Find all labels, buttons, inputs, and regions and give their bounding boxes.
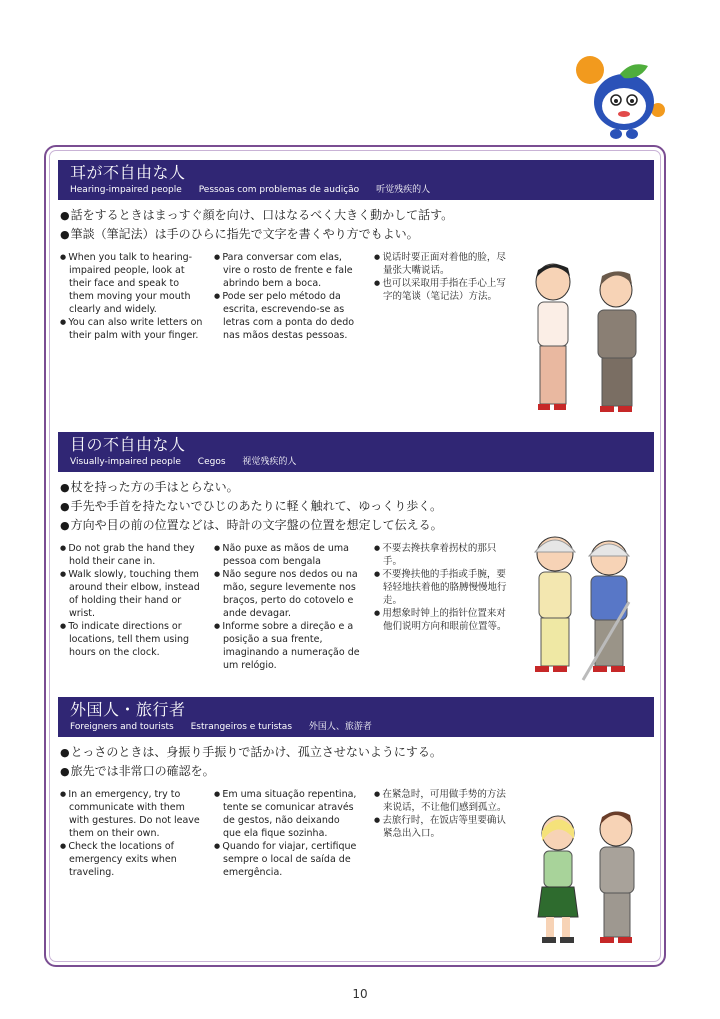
section-header-bar [58,160,654,200]
section-title: 外国人・旅行者 [70,700,186,719]
jp-point: ● 手先や手首を持たないでひじのあたりに軽く触れて、ゆっくり歩く。 [60,497,654,516]
section-header-bar [58,697,654,737]
illustration-visual-icon [513,532,653,682]
portuguese-column [214,542,360,672]
jp-point: ● 方向や目の前の位置などは、時計の文字盤の位置を想定して伝える。 [60,516,654,535]
section-title: 耳が不自由な人 [70,163,186,182]
portuguese-point: ● Para conversar com elas, vire o rosto de frente e fale abrindo bem a boca. [214,251,360,290]
chinese-point: ● 不要搀扶他的手指或手腕，要轻轻地扶着他的胳膊慢慢地行走。 [374,568,512,607]
jp-point: ● 筆談（筆記法）は手のひらに指先で文字を書くやり方でもよい。 [60,225,654,244]
portuguese-point: ● Não segure nos dedos ou na mão, segure levemente nos braços, perto do cotovelo e ande devagar. [214,568,360,620]
chinese-point: ● 也可以采取用手指在手心上写字的笔谈（笔记法）方法。 [374,277,512,303]
jp-point: ● 杖を持った方の手はとらない。 [60,478,654,497]
jp-point: ● 話をするときはまっすぐ顔を向け、口はなるべく大きく動かして話す。 [60,206,654,225]
english-column [60,251,204,342]
subtitle-en: Visually-impaired people [70,457,181,467]
english-point: ● You can also write letters on their palm with your finger. [60,316,204,342]
subtitle-en: Hearing-impaired people [70,185,182,195]
portuguese-column [214,251,360,342]
chinese-point: ● 去旅行时，在饭店等里要确认紧急出入口。 [374,814,512,840]
chinese-column [374,542,512,633]
mascot-icon [574,52,666,144]
subtitle-pt: Estrangeiros e turistas [190,722,293,732]
english-point: ● Check the locations of emergency exits when traveling. [60,840,204,879]
illustration-hearing-icon [518,260,648,420]
jp-points [60,206,654,244]
english-column [60,542,204,659]
jp-points [60,743,654,781]
portuguese-point: ● Informe sobre a direção e a posição a sua frente, imaginando a numeração de um relógio. [214,620,360,672]
chinese-column [374,788,512,840]
page-number: 10 [352,987,368,1001]
section-header-bar [58,432,654,472]
english-column [60,788,204,879]
chinese-point: ● 不要去搀扶拿着拐杖的那只手。 [374,542,512,568]
section-foreigners [58,697,654,959]
chinese-column [374,251,512,303]
portuguese-column [214,788,360,879]
subtitle-pt: Pessoas com problemas de audição [198,185,360,195]
english-point: ● Do not grab the hand they hold their cane in. [60,542,204,568]
section-visually-impaired [58,432,654,688]
section-hearing-impaired [58,160,654,428]
subtitle-cn: 视觉残疾的人 [242,457,297,467]
portuguese-point: ● Quando for viajar, certifique sempre o local de saída de emergência. [214,840,360,879]
illustration-foreigner-icon [528,809,648,947]
chinese-point: ● 说话时要正面对着他的脸，尽量张大嘴说话。 [374,251,512,277]
english-point: ● To indicate directions or locations, tell them using hours on the clock. [60,620,204,659]
subtitle-cn: 听觉残疾的人 [376,185,431,195]
subtitle-en: Foreigners and tourists [70,722,174,732]
english-point: ● When you talk to hearing-impaired people, look at their face and speak to them moving your mouth clearly and widely. [60,251,204,316]
jp-points [60,478,654,535]
section-title: 目の不自由な人 [70,435,186,454]
jp-point: ● 旅先では非常口の確認を。 [60,762,654,781]
jp-point: ● とっさのときは、身振り手振りで話かけ、孤立させないようにする。 [60,743,654,762]
portuguese-point: ● Em uma situação repentina, tente se comunicar através de gestos, não deixando que ela fique sozinha. [214,788,360,840]
portuguese-point: ● Não puxe as mãos de uma pessoa com bengala [214,542,360,568]
chinese-point: ● 用想象时钟上的指针位置来对他们说明方向和眼前位置等。 [374,607,512,633]
english-point: ● Walk slowly, touching them around their elbow, instead of holding their hand or wrist. [60,568,204,620]
english-point: ● In an emergency, try to communicate with them with gestures. Do not leave them on their own. [60,788,204,840]
chinese-point: ● 在紧急时，可用做手势的方法来说话，不让他们感到孤立。 [374,788,512,814]
subtitle-pt: Cegos [197,457,226,467]
subtitle-cn: 外国人、旅游者 [308,722,372,732]
portuguese-point: ● Pode ser pelo método da escrita, escrevendo-se as letras com a ponta do dedo nas mãos destas pessoas. [214,290,360,342]
